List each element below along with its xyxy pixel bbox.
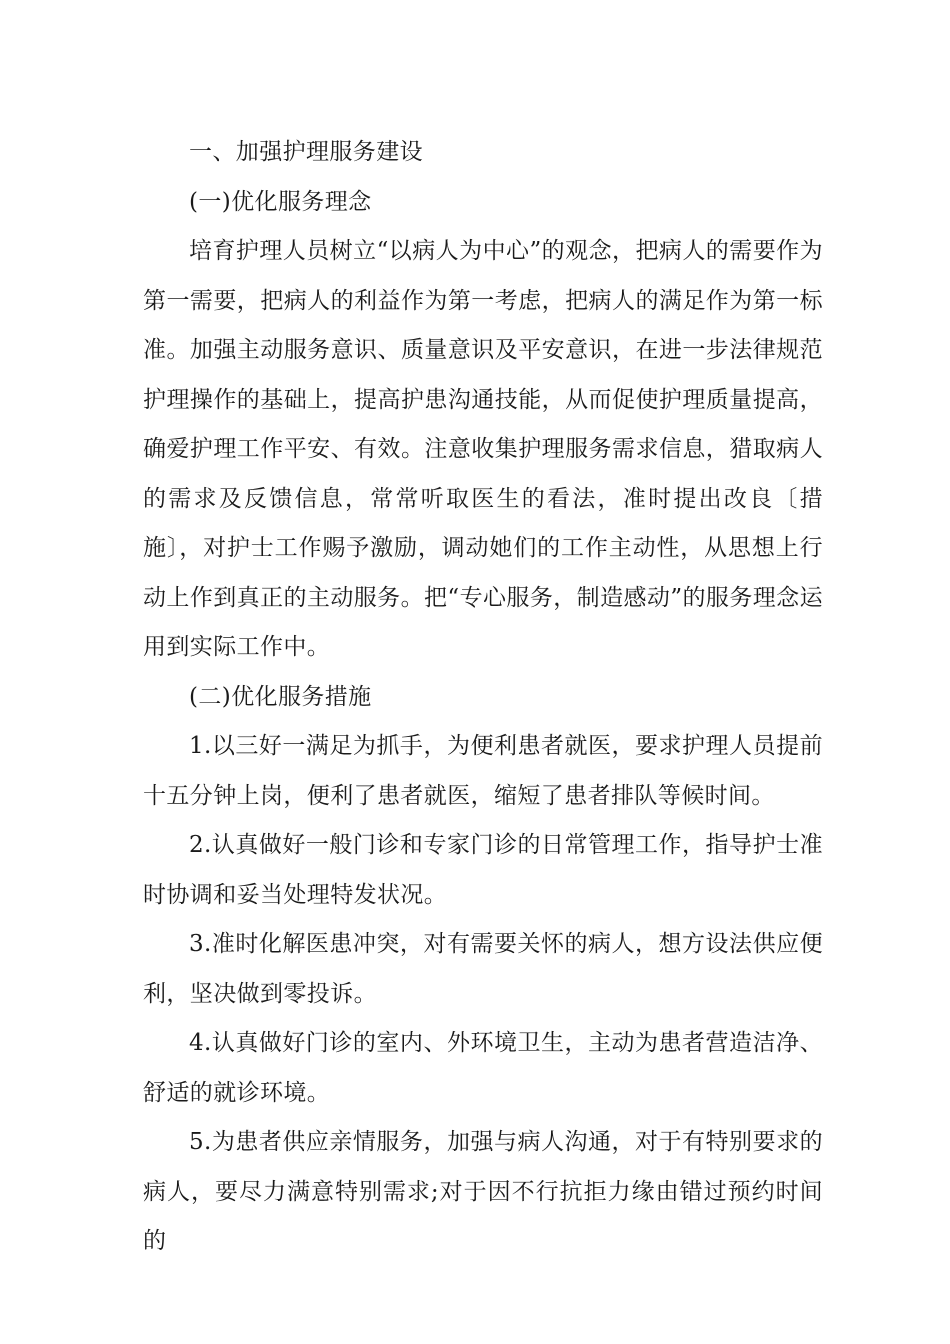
list-item-1: 1.以三好一满足为抓手，为便利患者就医，要求护理人员提前十五分钟上岗，便利了患者就医，缩短了患者排队等候时间。: [143, 733, 823, 809]
subsection-heading-service-measures: (二)优化服务措施: [189, 683, 372, 710]
list-item-2: 2.认真做好一般门诊和专家门诊的日常管理工作，指导护士准时协调和妥当处理特发状况。: [143, 832, 823, 908]
subsection-heading-service-concept: (一)优化服务理念: [189, 188, 372, 215]
list-item-5: 5.为患者供应亲情服务，加强与病人沟通，对于有特别要求的病人，要尽力满意特别需求;对于因不行抗拒力缘由错过预约时间的: [143, 1129, 823, 1254]
paragraph-service-concept: 培育护理人员树立“以病人为中心”的观念，把病人的需要作为第一需要，把病人的利益作为第一考虑，把病人的满足作为第一标准。加强主动服务意识、质量意识及平安意识，在进一步法律规范护理操作的基础上，提高护患沟通技能，从而促使护理质量提高，确爱护理工作平安、有效。注意收集护理服务需求信息，猎取病人的需求及反馈信息，常常听取医生的看法，准时提出改良〔措施〕，对护士工作赐予激励，调动她们的工作主动性，从思想上行动上作到真正的主动服务。把“专心服务，制造感动”的服务理念运用到实际工作中。: [143, 238, 823, 660]
list-item-3: 3.准时化解医患冲突，对有需要关怀的病人，想方设法供应便利，坚决做到零投诉。: [143, 931, 823, 1007]
section-heading: 一、加强护理服务建设: [189, 139, 423, 165]
document-body: [143, 128, 823, 1267]
list-item-4: 4.认真做好门诊的室内、外环境卫生，主动为患者营造洁净、舒适的就诊环境。: [143, 1030, 823, 1106]
